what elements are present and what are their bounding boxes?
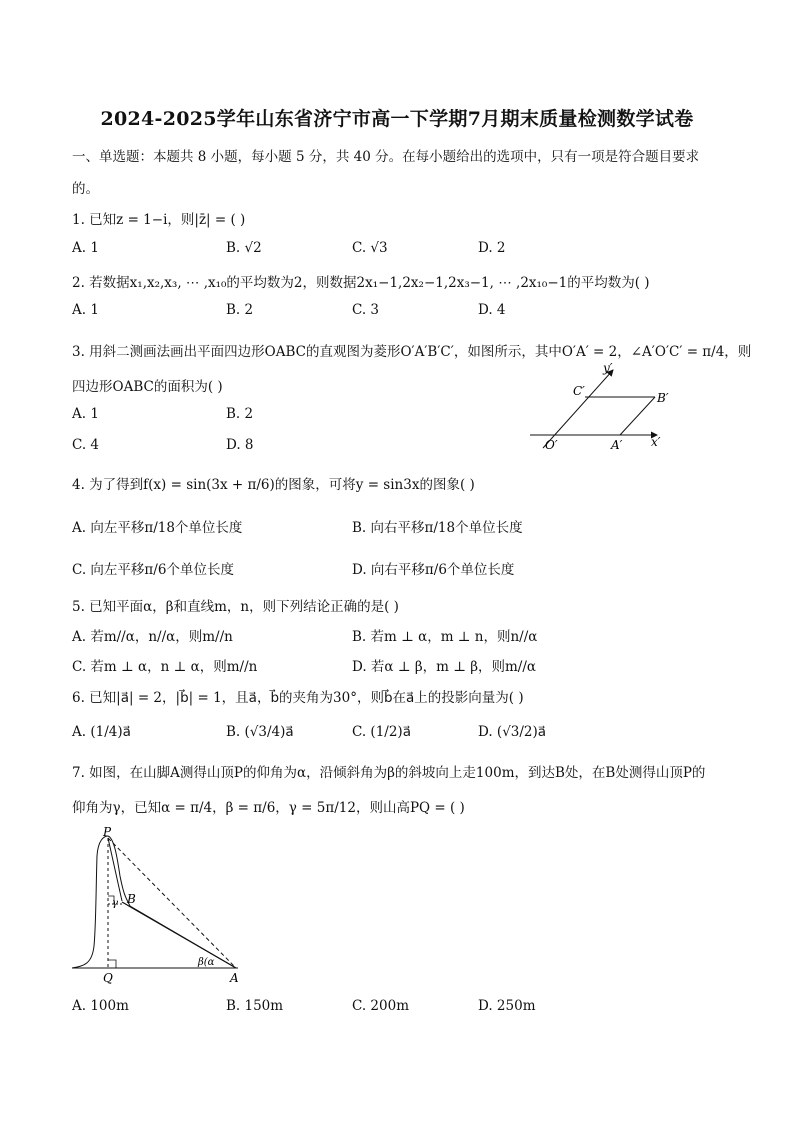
question-2-stem: 2. 若数据x₁,x₂,x₃, ⋯ ,x₁₀的平均数为2，则数据2x₁−1,2x₂−1,2x₃−1, ⋯ ,2x₁₀−1的平均数为( ) (72, 275, 650, 291)
q6-option-b: B. (√3/4)a⃗ (226, 724, 294, 740)
q1-option-d: D. 2 (478, 240, 506, 256)
label-c: C′ (573, 384, 585, 398)
q4-option-d: D. 向右平移π/6个单位长度 (352, 562, 515, 578)
q3-option-d: D. 8 (226, 437, 254, 453)
label-p: P (103, 826, 112, 839)
q1-option-b: B. √2 (226, 240, 262, 256)
label-q: Q (103, 971, 113, 985)
label-b: B (127, 892, 136, 906)
q7-option-d: D. 250m (478, 998, 536, 1014)
q6-option-a: A. (1/4)a⃗ (72, 724, 131, 740)
q5-option-d: D. 若α ⊥ β，m ⊥ β，则m//α (352, 659, 537, 675)
label-a: A (230, 971, 239, 985)
question-7-stem: 7. 如图，在山脚A测得山顶P的仰角为α，沿倾斜角为β的斜坡向上走100m，到达B处，在B处测得山顶P的 (72, 765, 706, 781)
q2-option-a: A. 1 (72, 302, 99, 318)
q3-option-a: A. 1 (72, 406, 99, 422)
label-beta-alpha: β(α (198, 957, 215, 968)
y-axis (543, 370, 613, 448)
label-gamma: γ (112, 898, 118, 909)
q4-option-b: B. 向右平移π/18个单位长度 (352, 520, 523, 536)
label-y: y′ (603, 362, 613, 375)
q1-option-c: C. √3 (352, 240, 388, 256)
question-1-stem: 1. 已知z = 1−i，则|z̄| = ( ) (72, 212, 246, 228)
q2-option-b: B. 2 (226, 302, 254, 318)
q4-option-c: C. 向左平移π/6个单位长度 (72, 562, 234, 578)
label-o: O′ (545, 438, 558, 452)
label-b: B′ (657, 391, 669, 405)
mountain-outline (72, 836, 236, 968)
mountain-figure (70, 826, 245, 988)
q4-option-a: A. 向左平移π/18个单位长度 (72, 520, 243, 536)
right-angle-q (108, 960, 116, 968)
question-7-stem-cont: 仰角为γ，已知α = π/4，β = π/6，γ = 5π/12，则山高PQ = ( ) (72, 800, 465, 816)
q1-option-a: A. 1 (72, 240, 99, 256)
q3-option-c: C. 4 (72, 437, 100, 453)
question-4-stem: 4. 为了得到f(x) = sin(3x + π/6)的图象，可将y = sin3x的图象( ) (72, 477, 475, 493)
q5-option-b: B. 若m ⊥ α，m ⊥ n，则n//α (352, 629, 538, 645)
question-5-stem: 5. 已知平面α，β和直线m，n，则下列结论正确的是( ) (72, 599, 399, 615)
q7-option-b: B. 150m (226, 998, 284, 1014)
q3-option-b: B. 2 (226, 406, 254, 422)
q2-option-d: D. 4 (478, 302, 506, 318)
question-3-stem: 3. 用斜二测画法画出平面四边形OABC的直观图为菱形O′A′B′C′，如图所示，其中O′A′ = 2，∠A′O′C′ = π/4，则 (72, 344, 752, 360)
label-a: A′ (611, 438, 623, 452)
q6-option-d: D. (√3/2)a⃗ (478, 724, 547, 740)
question-6-stem: 6. 已知|a⃗| = 2，|b⃗| = 1，且a⃗，b⃗的夹角为30°，则b⃗在a⃗上的投影向量为( ) (72, 690, 524, 706)
q5-option-a: A. 若m//α，n//α，则m//n (72, 629, 233, 645)
q6-option-c: C. (1/2)a⃗ (352, 724, 411, 740)
q7-option-c: C. 200m (352, 998, 409, 1014)
q5-option-c: C. 若m ⊥ α，n ⊥ α，则m//n (72, 659, 258, 675)
q7-option-a: A. 100m (72, 998, 129, 1014)
page-title: 2024-2025学年山东省济宁市高一下学期7月期末质量检测数学试卷 (100, 108, 694, 130)
slope-ab (122, 902, 236, 968)
rhombus-figure (525, 362, 670, 454)
question-3-stem-cont: 四边形OABC的面积为( ) (72, 379, 223, 395)
label-x: x′ (651, 435, 661, 449)
q2-option-c: C. 3 (352, 302, 380, 318)
segment-ba (620, 397, 655, 435)
section-header-cont: 的。 (72, 181, 99, 197)
section-header: 一、单选题：本题共 8 小题，每小题 5 分，共 40 分。在每小题给出的选项中，只有一项是符合题目要求 (72, 149, 700, 165)
